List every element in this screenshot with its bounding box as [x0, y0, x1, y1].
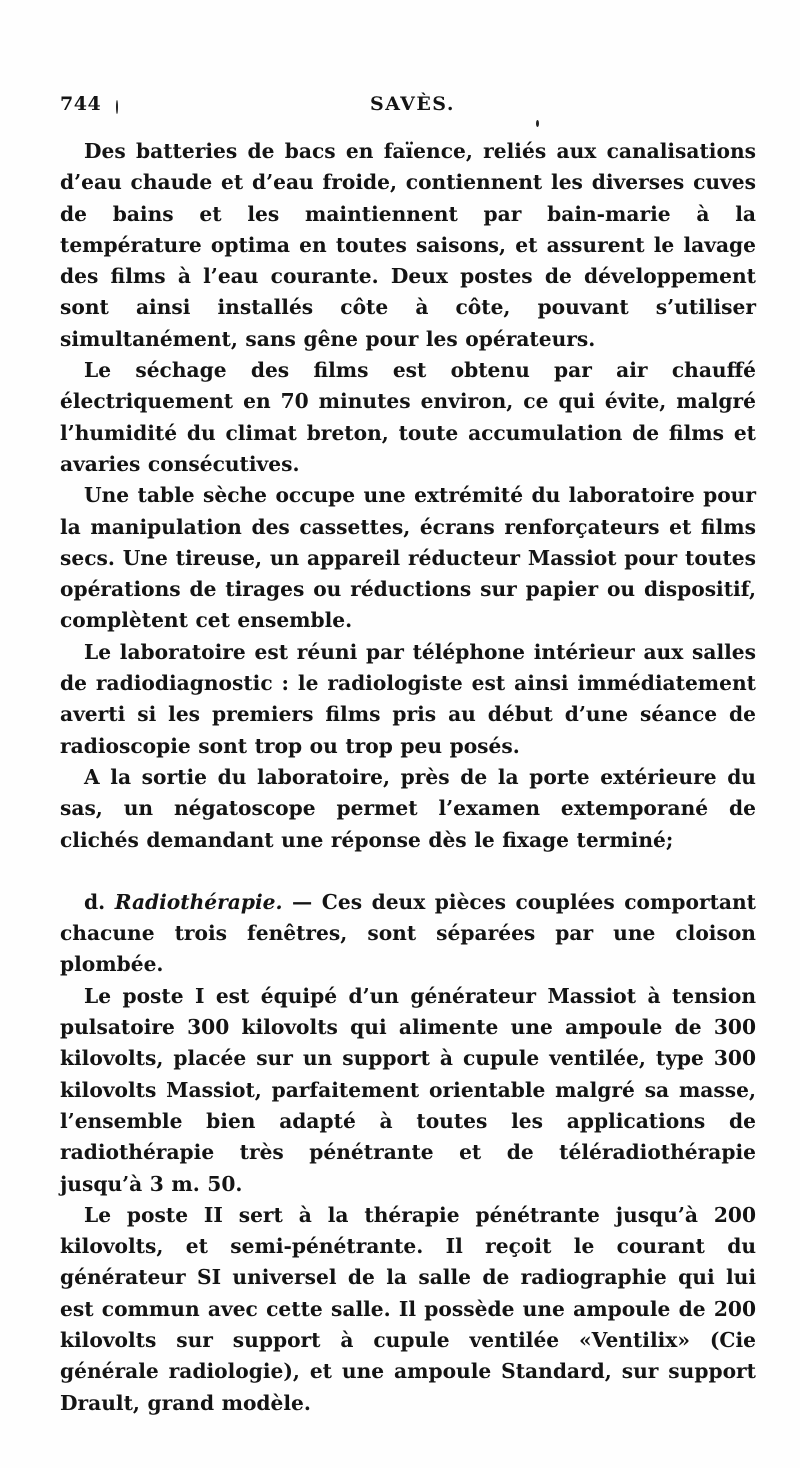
section-dash: — — [292, 889, 313, 914]
paragraph-negatoscope: A la sortie du laboratoire, près de la porte extérieure du sas, un négatoscope permet l’examen extemporané de clichés demandant une réponse dès le fixage terminé; — [60, 764, 756, 852]
print-speck — [536, 120, 539, 127]
page-number: 744 — [60, 93, 102, 115]
paragraph-telephone: Le laboratoire est réuni par téléphone intérieur aux salles de radiodiagnostic : le radiologiste est ainsi immédiatement averti si les premiers films pris au début d’une séance de radioscopie sont trop ou trop peu posés. — [60, 639, 756, 758]
paragraph-poste-2: Le poste II sert à la thérapie pénétrante jusqu’à 200 kilovolts, et semi-pénétrante. Il reçoit le courant du générateur SI universel de la salle de radiographie qui lui est commun avec cette salle. Il possède une ampoule de 200 kilovolts sur support à cupule ventilée «Ventilix» (Cie générale radiologie), et une ampoule Standard, sur support Drault, grand modèle. — [60, 1202, 756, 1415]
paragraph-baths: Des batteries de bacs en faïence, reliés aux canalisations d’eau chaude et d’eau froide, contiennent les diverses cuves de bains et les maintiennent par bain-marie à la température optima en toutes saisons, et assurent le lavage des films à l’eau courante. Deux postes de développement sont ainsi installés côte à côte, pouvant s’utiliser simultanément, sans gêne pour les opérateurs. — [60, 139, 756, 351]
section-label: d. — [84, 889, 106, 914]
print-speck — [116, 100, 118, 114]
body-text — [60, 136, 756, 1419]
section-title: Radiothérapie. — [114, 889, 283, 914]
running-head: SAVÈS. — [370, 93, 455, 115]
section-text: Ces deux pièces couplées comportant chacune trois fenêtres, sont séparées par une cloison plombée. — [60, 889, 757, 977]
paragraph-dry-table: Une table sèche occupe une extrémité du laboratoire pour la manipulation des cassettes, écrans renforçateurs et films secs. Une tireuse, un appareil réducteur Massiot pour toutes opérations de tirages ou réductions sur papier ou dispositif, complètent cet ensemble. — [60, 483, 756, 633]
paragraph-radiotherapy — [60, 887, 756, 981]
page-header — [60, 93, 760, 123]
paragraph-drying: Le séchage des films est obtenu par air chauffé électriquement en 70 minutes environ, ce qui évite, malgré l’humidité du climat breton, toute accumulation de films et avaries consécutives. — [60, 358, 756, 476]
paragraph-poste-1: Le poste I est équipé d’un générateur Massiot à tension pulsatoire 300 kilovolts qui alimente une ampoule de 300 kilovolts, placée sur un support à cupule ventilée, type 300 kilovolts Massiot, parfaitement orientable malgré sa masse, l’ensemble bien adapté à toutes les applications de radiothérapie très pénétrante et de téléradiothérapie jusqu’à 3 m. 50. — [60, 983, 756, 1196]
